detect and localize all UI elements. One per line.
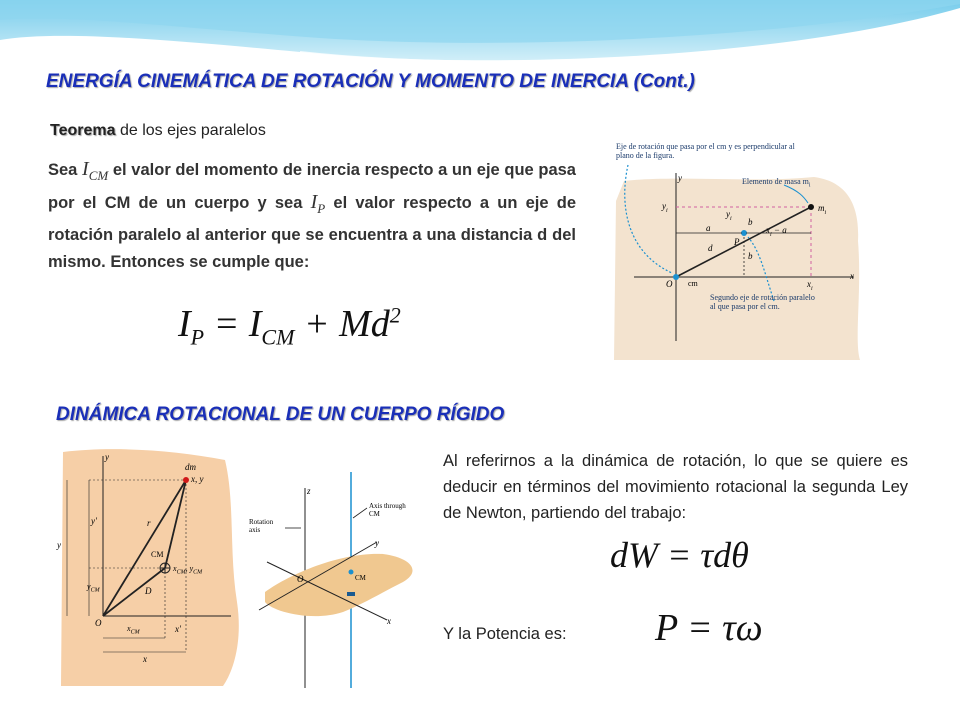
symbol-icm: $I_{CM}$ — [82, 158, 109, 183]
fig2-label-origin: O — [95, 618, 102, 628]
fig1-label-y: y — [678, 173, 682, 183]
fig3-label-x: x — [387, 616, 391, 626]
fig1-label-xi: $x_i$ — [807, 279, 813, 292]
fig3-label-y: y — [375, 538, 379, 548]
fig2-label-xcm: $x_{CM}$ — [127, 624, 140, 636]
header-wave-background — [0, 0, 960, 70]
fig1-label-mi: $m_i$ — [818, 203, 827, 216]
fig1-label-d: d — [708, 243, 713, 253]
fig2-label-ycap: y — [57, 540, 61, 550]
theorem-description: de los ejes paralelos — [115, 122, 266, 139]
fig1-label-xi-minus-a: $x_i - a$ — [766, 225, 787, 238]
fig1-label-origin: O — [666, 279, 673, 289]
fig2-label-ycm: $y_{CM}$ — [87, 582, 100, 594]
fig1-label-b-lower: b — [748, 251, 753, 261]
paragraph-text-1: el valor del momento de inercia respecto a un eje que pasa por el CM de un cuerpo y sea — [48, 161, 576, 212]
fig2-label-y: y — [105, 452, 109, 462]
fig2-label-dm: dm — [185, 462, 196, 472]
figure1-caption-top: Eje de rotación que pasa por el cm y es perpendicular al plano de la figura. — [616, 142, 795, 160]
parallel-axis-paragraph — [48, 156, 576, 276]
fig2-label-xprime: x′ — [175, 624, 181, 634]
fig1-label-a: a — [706, 223, 711, 233]
paragraph-word-sea: Sea — [48, 161, 78, 179]
parallel-axis-formula: $I_P = I_{CM} + Md^2$ — [178, 302, 401, 350]
parallel-axis-figure — [614, 141, 864, 360]
fig3-label-z: z — [307, 486, 311, 496]
fig2-label-xcm-ycm: $x_{CM}$, $y_{CM}$ — [173, 564, 203, 576]
power-label: Y la Potencia es: — [443, 625, 567, 643]
fig3-label-cm: CM — [355, 574, 366, 582]
fig3-label-rotation-axis: Rotation axis — [249, 518, 274, 534]
fig2-label-x: x — [143, 654, 147, 664]
rigid-body-figures — [53, 442, 428, 690]
power-formula: P = τω — [655, 607, 763, 649]
work-formula: dW = τdθ — [610, 535, 749, 575]
fig1-label-cm: cm — [688, 279, 698, 288]
figure1-mass-label: Elemento de masa $m_i$ — [742, 177, 811, 189]
fig2-label-xy: x, y — [191, 474, 204, 484]
symbol-ip: $I_P$ — [310, 191, 326, 216]
fig1-label-yi-minus-b: $y_i$ — [726, 209, 732, 222]
page-title: ENERGÍA CINEMÁTICA DE ROTACIÓN Y MOMENTO DE INERCIA (Cont.) — [46, 71, 695, 92]
rigid-body-diagram — [53, 442, 428, 690]
fig3-label-origin: O — [297, 574, 304, 584]
fig2-label-cm: CM — [151, 550, 164, 559]
section-title-rigid-body: DINÁMICA ROTACIONAL DE UN CUERPO RÍGIDO — [56, 404, 505, 425]
theorem-label: Teorema — [50, 122, 116, 139]
fig3-label-axis-through-cm: Axis through CM — [369, 502, 406, 518]
fig1-label-yi: $y_i$ — [662, 201, 668, 214]
fig1-label-b-upper: b — [748, 217, 753, 227]
fig1-label-p: P — [734, 237, 740, 247]
figure1-caption-bottom: Segundo eje de rotación paralelo al que pasa por el cm. — [710, 293, 815, 311]
fig2-label-d: D — [145, 586, 152, 596]
fig2-label-r: r — [147, 518, 151, 528]
theorem-heading — [50, 122, 266, 140]
paragraph-text-2: el valor respecto a un eje de rotación paralelo al anterior que se encuentra a una distancia d del mismo. Entonces se cumple que: — [48, 194, 576, 271]
rotational-dynamics-paragraph: Al referirnos a la dinámica de rotación, lo que se quiere es deducir en términos del movimiento rotacional la segunda Ley de Newton, partiendo del trabajo: — [443, 452, 908, 522]
fig1-label-x: x — [850, 271, 854, 281]
fig2-label-yprime: y′ — [91, 516, 97, 526]
parallel-axis-diagram — [614, 141, 864, 360]
